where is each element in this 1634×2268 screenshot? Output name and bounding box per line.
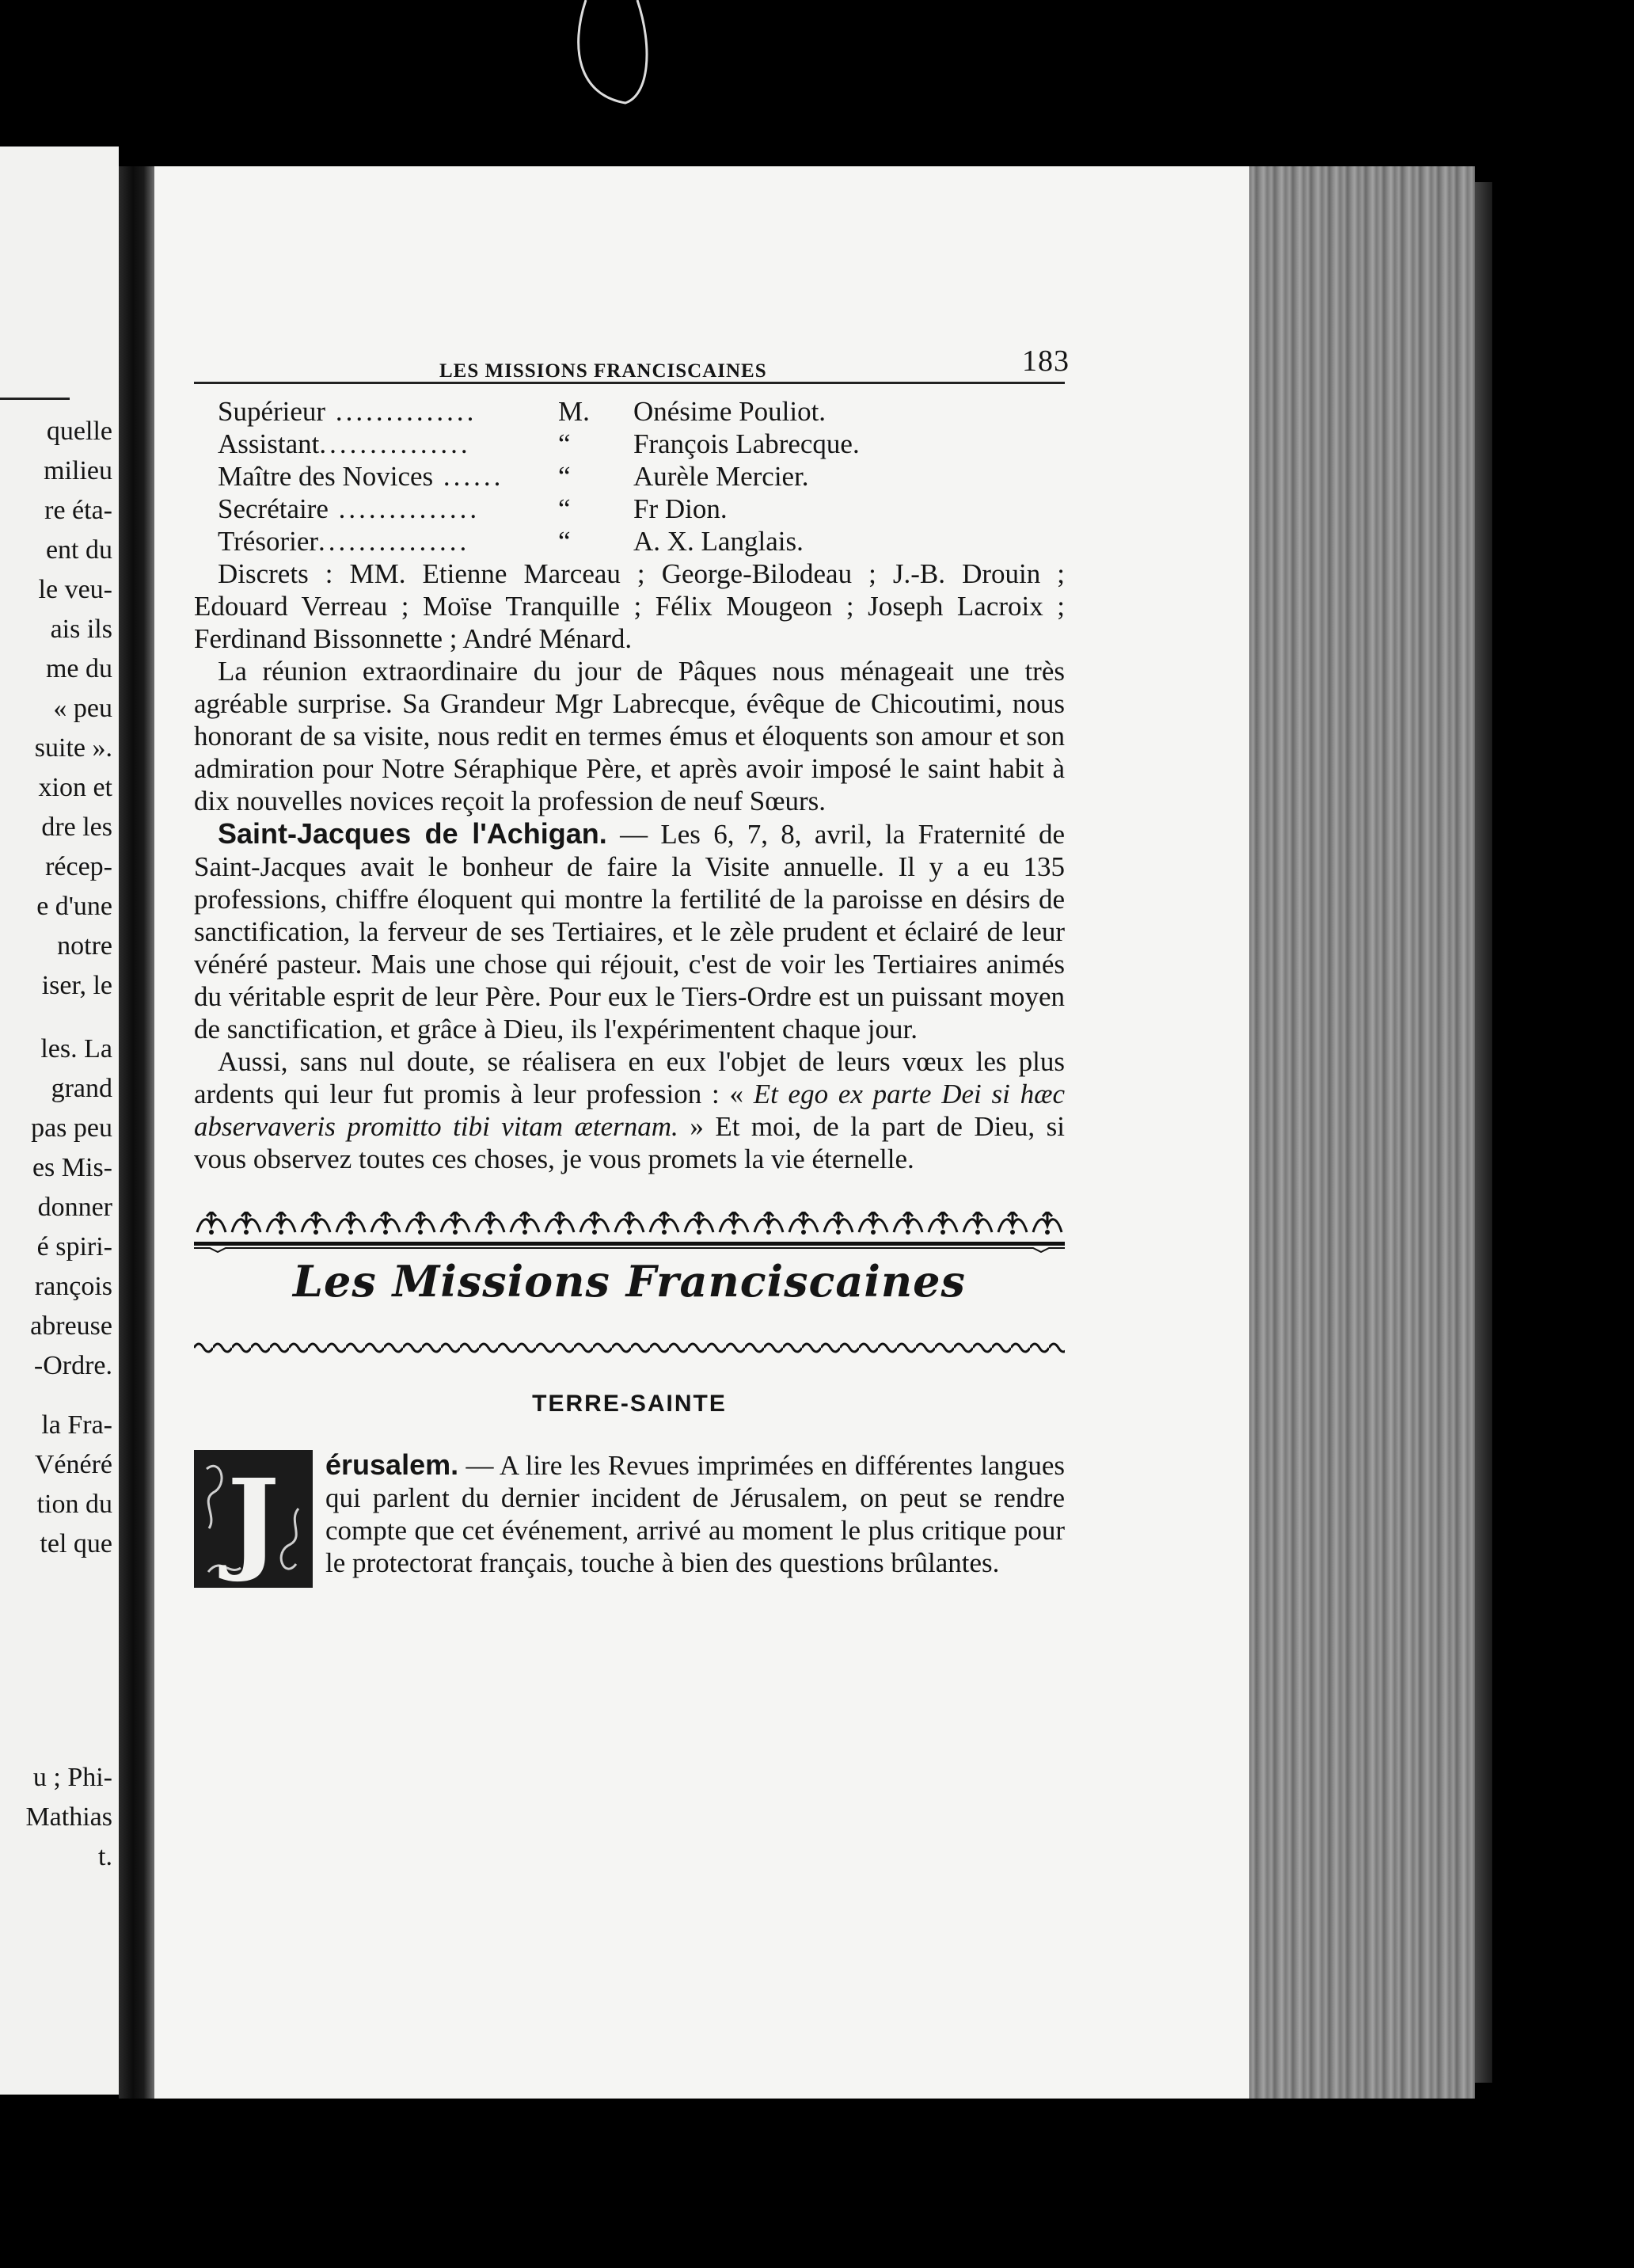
officer-title: “	[558, 461, 571, 492]
left-page-line: ais ils	[50, 615, 112, 644]
left-page-line: xion et	[38, 773, 112, 802]
lead-body: — A lire les Revues imprimées en différentes langues qui parlent du dernier incident de Jérusalem, on peut se rendre compte que cet événement, arrivé au moment le plus critique pour le protectorat français, touche à bien des questions brûlantes.	[325, 1450, 1065, 1578]
place-heading: Saint-Jacques de l'Achigan.	[218, 817, 607, 850]
page-number: 183	[1022, 344, 1070, 378]
saint-jacques-body: — Les 6, 7, 8, avril, la Fraternité de Saint-Jacques avait le bonheur de faire la Visite annuelle. Il y a eu 135 professions, chiffre éloquent qui montre la fertilité de la paroisse en désirs de sanctification, la ferveur de ses Tertiaires, et le zèle prudent et éclairé de leur vénéré pasteur. Mais une chose qui réjouit, c'est de voir les Tertiaires animés du véritable esprit de leur Père. Pour eux le Tiers-Ordre est un puissant moyen de sanctification, et grâce à Dieu, ils l'expérimentent chaque jour.	[194, 819, 1065, 1045]
left-page-line: le veu-	[38, 575, 112, 604]
aussi-start: Aussi, sans nul doute, se réalisera en eux l'objet de leurs vœux les plus ardents qui leur fut promis à leur profession : «	[194, 1046, 1065, 1109]
left-page-line: es Mis-	[32, 1153, 112, 1182]
section-title-block	[194, 1253, 1065, 1332]
left-page-line: « peu	[53, 694, 112, 723]
officer-title: “	[558, 526, 571, 557]
left-page-line: donner	[37, 1193, 112, 1222]
left-page-line: -Ordre.	[33, 1351, 112, 1380]
ornament-band	[194, 1208, 1065, 1253]
section-title: Les Missions Franciscaines	[293, 1256, 966, 1307]
officer-role: Supérieur	[218, 396, 326, 427]
left-page-line: é spiri-	[36, 1232, 112, 1261]
left-page-line: e d'une	[36, 892, 112, 921]
officer-row: Trésorier............... “ A. X. Langlais.	[194, 525, 1065, 557]
left-page-rule	[0, 398, 70, 400]
page-content	[194, 341, 1070, 1588]
left-page-line: rançois	[34, 1272, 112, 1301]
left-page-line: u ; Phi-	[32, 1763, 112, 1792]
officer-role: Assistant	[218, 428, 320, 459]
lead-paragraph-block	[194, 1448, 1065, 1585]
left-page-line: me du	[45, 654, 112, 683]
left-page-line: re éta-	[44, 496, 112, 525]
officer-title: “	[558, 493, 571, 524]
left-page-line: les. La	[40, 1034, 112, 1064]
lead-paragraph	[194, 1448, 1065, 1585]
officer-role: Trésorier	[218, 526, 319, 557]
left-page-line: notre	[57, 931, 112, 961]
paper-curl-mark	[570, 0, 657, 119]
officer-row: Assistant............... “ François Labrecque.	[194, 428, 1065, 460]
running-head: LES MISSIONS FRANCISCAINES	[439, 360, 767, 382]
officer-name: Onésime Pouliot.	[633, 396, 826, 427]
left-page-line: tion du	[36, 1490, 112, 1519]
page-header	[194, 341, 1070, 382]
officer-role: Secrétaire	[218, 493, 329, 524]
left-page-line: tel que	[40, 1529, 112, 1558]
reunion-paragraph: La réunion extraordinaire du jour de Pâques nous ménageait une très agréable surprise. Sa Grandeur Mgr Labrecque, évêque de Chicoutimi, nous honorant de sa visite, nous redit en termes émus et éloquents son amour et son admiration pour Notre Séraphique Père, et après avoir imposé le saint habit à dix nouvelles novices reçoit la profession de neuf Sœurs.	[194, 656, 1065, 816]
left-page-fragment	[0, 147, 119, 2095]
drop-cap-letter: J	[226, 1456, 280, 1585]
left-page-line: t.	[98, 1842, 112, 1871]
left-page-line: Mathias	[25, 1802, 112, 1832]
officer-row: Supérieur .............. M. Onésime Pouliot.	[194, 395, 1065, 428]
left-page-line: Vénéré	[34, 1450, 112, 1479]
page-edges	[1249, 166, 1475, 2099]
saint-jacques-paragraph	[194, 817, 1065, 1045]
officer-list	[194, 395, 1065, 557]
discrets-paragraph: Discrets : MM. Etienne Marceau ; George-Bilodeau ; J.-B. Drouin ; Edouard Verreau ; Moïse Tranquille ; Félix Mougeon ; Joseph Lacroix ; Ferdinand Bissonnette ; André Ménard.	[194, 558, 1065, 654]
left-page-line: récep-	[45, 852, 112, 881]
left-page-line: iser, le	[41, 971, 112, 1000]
wave-ornament	[194, 1332, 1065, 1364]
left-page-line: ent du	[45, 535, 112, 565]
book-back-edge	[1475, 182, 1492, 2083]
drop-cap-ornament	[194, 1450, 313, 1588]
left-page-line: pas peu	[31, 1113, 112, 1143]
floral-border-ornament	[194, 1208, 1065, 1253]
officer-title: M.	[558, 396, 590, 427]
left-page-line: milieu	[44, 456, 112, 485]
subheading-terre-sainte: TERRE-SAINTE	[532, 1391, 727, 1417]
officer-name: Aurèle Mercier.	[633, 461, 809, 492]
left-page-line: la Fra-	[41, 1410, 112, 1440]
officer-name: A. X. Langlais.	[633, 526, 804, 557]
wave-rule	[194, 1332, 1065, 1364]
aussi-end: » Et moi, de la part de Dieu, si vous observez toutes ces choses, je vous promets la vie éternelle.	[194, 1111, 1065, 1174]
left-page-line: abreuse	[30, 1311, 112, 1341]
officer-role: Maître des Novices	[218, 461, 434, 492]
lead-word: érusalem.	[325, 1448, 459, 1481]
aussi-paragraph	[194, 1045, 1065, 1175]
book-gutter	[119, 166, 154, 2099]
officer-row: Secrétaire .............. “ Fr Dion.	[194, 493, 1065, 525]
left-page-line: dre les	[41, 812, 112, 842]
officer-name: François Labrecque.	[633, 428, 860, 459]
left-page-line: grand	[51, 1074, 112, 1103]
left-page-line: quelle	[46, 417, 112, 446]
latin-quote: Et ego ex parte Dei si hæc abservaveris promitto tibi vitam æternam.	[194, 1079, 1065, 1142]
officer-title: “	[558, 428, 571, 459]
officer-row: Maître des Novices ...... “ Aurèle Mercier.	[194, 460, 1065, 493]
left-page-line: suite ».	[34, 733, 112, 763]
officer-name: Fr Dion.	[633, 493, 728, 524]
